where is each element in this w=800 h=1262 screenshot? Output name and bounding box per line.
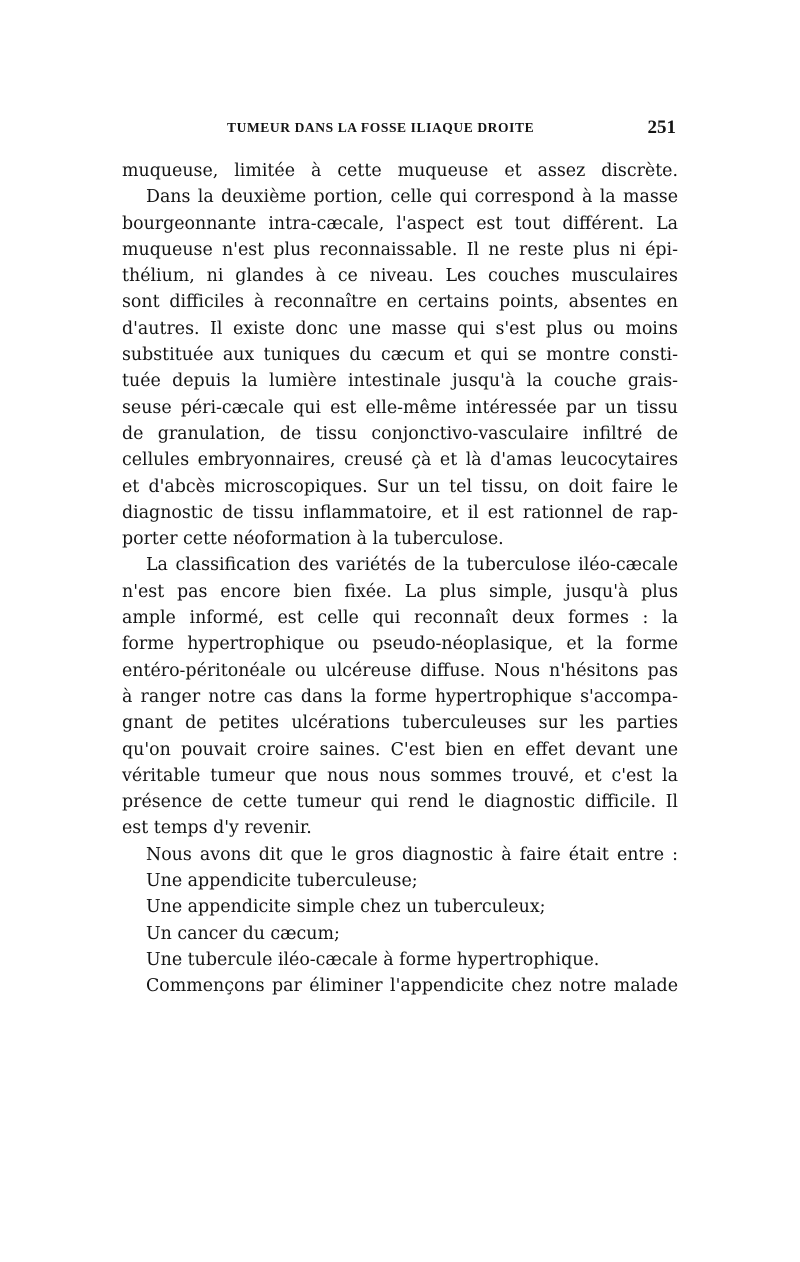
text-line: entéro-péritonéale ou ulcéreuse diffuse. Nous n'hésitons pas (122, 660, 678, 681)
text-line: Une appendicite simple chez un tuberculeux; (146, 897, 546, 918)
text-line: forme hypertrophique ou pseudo-néoplasique, et la forme (122, 634, 678, 655)
text-line: Une appendicite tuberculeuse; (146, 871, 418, 892)
text-line: ample informé, est celle qui reconnaît deux formes : la (122, 608, 678, 629)
text-line: muqueuse n'est plus reconnaissable. Il ne reste plus ni épi- (122, 239, 678, 260)
page-number: 251 (647, 117, 676, 138)
text-line: bourgeonnante intra-cæcale, l'aspect est tout différent. La (122, 213, 678, 234)
text-line: Commençons par éliminer l'appendicite chez notre malade (146, 976, 678, 997)
text-line: gnant de petites ulcérations tuberculeuses sur les parties (122, 713, 678, 734)
text-line: cellules embryonnaires, creusé çà et là d'amas leucocytaires (122, 450, 678, 471)
text-line: à ranger notre cas dans la forme hypertrophique s'accompa- (122, 686, 678, 707)
text-line: thélium, ni glandes à ce niveau. Les couches musculaires (122, 266, 678, 287)
text-line: n'est pas encore bien fixée. La plus simple, jusqu'à plus (122, 581, 678, 602)
text-line: de granulation, de tissu conjonctivo-vasculaire infiltré de (122, 423, 678, 444)
text-line: et d'abcès microscopiques. Sur un tel tissu, on doit faire le (122, 476, 678, 497)
text-line: substituée aux tuniques du cæcum et qui se montre consti- (122, 345, 678, 366)
text-line: La classification des variétés de la tuberculose iléo-cæcale (146, 555, 678, 576)
text-line: sont difficiles à reconnaître en certains points, absentes en (122, 292, 678, 313)
text-line: est temps d'y revenir. (122, 818, 312, 839)
text-line: Nous avons dit que le gros diagnostic à faire était entre : (146, 844, 678, 865)
text-line: véritable tumeur que nous nous sommes trouvé, et c'est la (122, 765, 678, 786)
text-line: Une tubercule iléo-cæcale à forme hypertrophique. (146, 949, 600, 970)
text-line: Dans la deuxième portion, celle qui correspond à la masse (146, 187, 678, 208)
running-title: TUMEUR DANS LA FOSSE ILIAQUE DROITE (227, 120, 535, 135)
text-line: muqueuse, limitée à cette muqueuse et assez discrète. (122, 161, 678, 181)
text-line: qu'on pouvait croire saines. C'est bien en effet devant une (122, 739, 678, 760)
text-line: présence de cette tumeur qui rend le diagnostic difficile. Il (122, 792, 678, 813)
text-line: seuse péri-cæcale qui est elle-même intéressée par un tissu (122, 397, 678, 418)
text-line: diagnostic de tissu inflammatoire, et il est rationnel de rap- (122, 502, 678, 523)
text-line: tuée depuis la lumière intestinale jusqu'à la couche grais- (122, 371, 678, 392)
text-line: Un cancer du cæcum; (146, 923, 340, 944)
text-line: d'autres. Il existe donc une masse qui s'est plus ou moins (122, 318, 678, 339)
running-head (122, 117, 678, 142)
body-text (122, 158, 678, 1000)
text-line: porter cette néoformation à la tuberculose. (122, 529, 504, 550)
